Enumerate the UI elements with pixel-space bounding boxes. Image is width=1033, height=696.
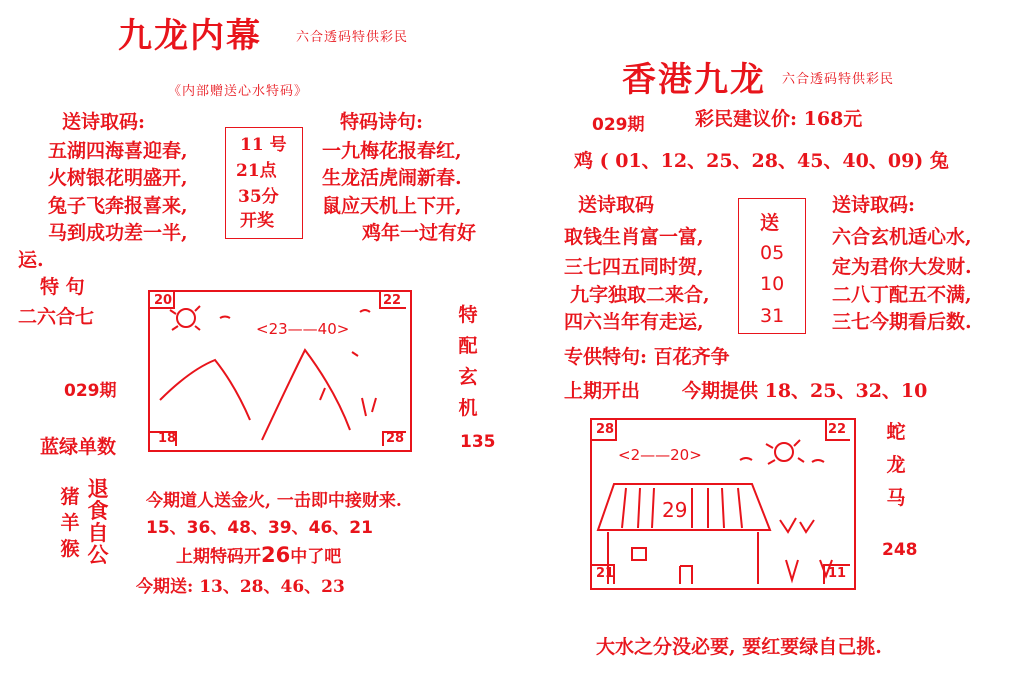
right-this-offer: 今期提供 18、25、32、10: [682, 380, 928, 402]
code-poem-head: 特码诗句:: [340, 111, 424, 133]
animal-char: 自: [87, 520, 109, 545]
right-poem-line-left: 九字独取二来合,: [570, 284, 710, 306]
left-vertical-char: 特: [458, 304, 478, 326]
draw-time-label: 开奖: [240, 211, 274, 231]
right-price: 彩民建议价: 168元: [695, 108, 863, 130]
left-sketch-corner-br: 28: [386, 431, 405, 446]
draw-time-hour: 21点: [236, 161, 277, 181]
left-vertical-char: 配: [458, 335, 478, 357]
right-special-vertical: [884, 416, 908, 515]
right-sketch-house-number: 29: [662, 498, 688, 522]
animal-char: 羊: [60, 512, 80, 534]
right-poem-head-right: 送诗取码:: [832, 194, 916, 216]
left-vertical-char: 玄: [458, 366, 478, 388]
right-chicken-line: 鸡 ( 01、12、25、28、45、40、09) 兔: [574, 150, 949, 172]
animal-char: 退: [87, 476, 109, 501]
te-ju-label: 特 句: [40, 276, 85, 298]
animal-char: 猪: [60, 486, 80, 508]
send-box-label: 送: [760, 212, 780, 234]
left-title: 九龙内幕: [118, 16, 262, 56]
send-box-number: 31: [760, 305, 785, 327]
right-title: 香港九龙: [622, 60, 766, 100]
draw-time-day: 11 号: [240, 135, 287, 155]
left-poem-line: 五湖四海喜迎春,: [48, 140, 188, 162]
send-box-number: 10: [760, 273, 785, 295]
left-subtitle: 《内部赠送心水特码》: [168, 84, 309, 99]
animal-char: 食: [87, 498, 109, 523]
right-period: 029期: [592, 115, 645, 135]
code-poem-line: 鸡年一过有好: [362, 222, 477, 244]
right-sketch-corner-bl: 21: [596, 566, 615, 581]
left-line-1: 今期道人送金火, 一击即中接财来.: [146, 491, 402, 511]
right-sketch-corner-br: 11: [828, 566, 847, 581]
right-sketch-corner-tl: 28: [596, 422, 615, 437]
right-special: 专供特句: 百花齐争: [564, 346, 730, 368]
code-poem-wrap: 运.: [18, 249, 44, 271]
right-poem-line-left: 三七四五同时贺,: [564, 256, 704, 278]
left-title-sub: 六合透码特供彩民: [296, 30, 409, 45]
right-poem-head-left: 送诗取码: [578, 194, 655, 216]
right-vertical-char: 龙: [886, 454, 906, 476]
right-special-number: 248: [882, 540, 918, 560]
right-poem-line-right: 定为君你大发财.: [832, 256, 972, 278]
left-poem-line: 马到成功差一半,: [48, 222, 188, 244]
left-line-2: 15、36、48、39、46、21: [146, 518, 373, 538]
right-vertical-char: 蛇: [886, 421, 906, 443]
right-poem-line-right: 六合玄机适心水,: [832, 226, 972, 248]
draw-time-minute: 35分: [238, 187, 279, 207]
right-last-label: 上期开出: [564, 380, 641, 402]
left-special-number: 135: [460, 432, 496, 452]
right-title-sub: 六合透码特供彩民: [782, 72, 895, 87]
left-poem-line: 兔子飞奔报喜来,: [48, 195, 188, 217]
left-line-3-number: 26: [261, 543, 291, 567]
left-line-3-suffix: 中了吧: [290, 547, 342, 567]
left-sketch-center-text: <23——40>: [256, 320, 350, 338]
right-poem-line-right: 三七今期看后数.: [832, 311, 972, 333]
left-line-4: 今期送: 13、28、46、23: [136, 577, 345, 597]
right-sketch-corner-tr: 22: [828, 422, 847, 437]
right-poem-line-left: 取钱生肖富一富,: [564, 226, 704, 248]
animal-char: 公: [87, 542, 109, 567]
left-poem-line: 火树银花明盛开,: [48, 167, 188, 189]
right-sketch-center-text: <2——20>: [618, 446, 702, 464]
left-period: 029期: [64, 381, 117, 401]
left-sketch-corner-tl: 20: [154, 293, 173, 308]
send-box-number: 05: [760, 242, 785, 264]
animal-char: 猴: [60, 538, 80, 560]
code-poem-line: 鼠应天机上下开,: [322, 195, 462, 217]
right-poem-line-right: 二八丁配五不满,: [832, 284, 972, 306]
color-label: 蓝绿单数: [40, 436, 117, 458]
code-poem-line: 一九梅花报春红,: [322, 140, 462, 162]
right-poem-line-left: 四六当年有走运,: [564, 311, 704, 333]
left-poem-head: 送诗取码:: [62, 111, 146, 133]
code-poem-line: 生龙活虎闹新春.: [322, 167, 462, 189]
left-line-3-prefix: 上期特码开: [176, 547, 261, 567]
right-footer: 大水之分没必要, 要红要绿自己挑.: [596, 636, 882, 658]
left-sketch-corner-bl: 18: [158, 431, 177, 446]
left-sketch-corner-tr: 22: [383, 293, 402, 308]
left-vertical-char: 机: [458, 397, 478, 419]
te-ju-value: 二六合七: [18, 306, 95, 328]
right-vertical-char: 马: [886, 487, 906, 509]
